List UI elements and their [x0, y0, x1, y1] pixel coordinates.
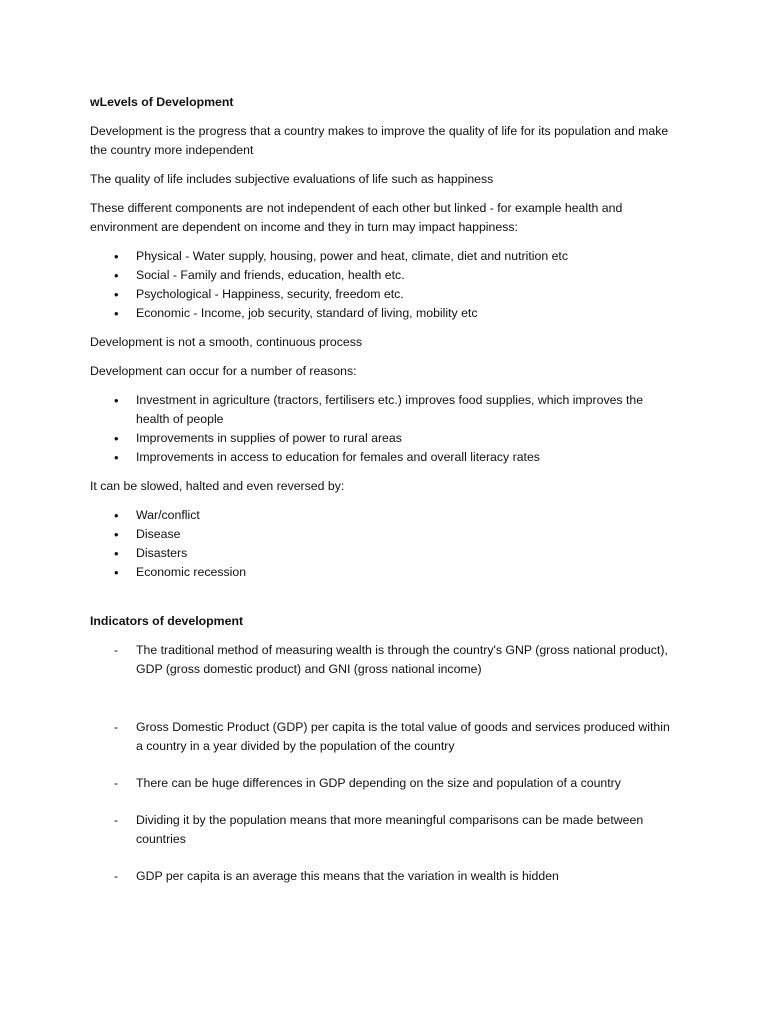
paragraph-quality-of-life: The quality of life includes subjective evaluations of life such as happiness	[90, 172, 494, 186]
list-item: • Physical - Water supply, housing, power and heat, climate, diet and nutrition etc	[90, 247, 680, 266]
reasons-list	[90, 391, 680, 467]
paragraph-obstacles-intro: It can be slowed, halted and even reversed by:	[90, 479, 345, 493]
list-item: - The traditional method of measuring wealth is through the country's GNP (gross national product), GDP (gross domestic product) and GNI (gross national income)	[90, 641, 680, 679]
document-page	[90, 93, 680, 904]
list-item: • War/conflict	[90, 506, 680, 525]
list-item: • Economic recession	[90, 563, 680, 582]
list-item: • Disease	[90, 525, 680, 544]
section-spacer	[90, 592, 680, 612]
section-title-levels: wLevels of Development	[90, 95, 234, 109]
indicators-list	[90, 641, 680, 886]
paragraph-components: These different components are not independent of each other but linked - for example health and environment are dependent on income and they in turn may impact happiness:	[90, 201, 623, 234]
paragraph-definition: Development is the progress that a country makes to improve the quality of life for its population and make the country more independent	[90, 124, 669, 157]
section-title-indicators: Indicators of development	[90, 614, 244, 628]
paragraph-not-smooth: Development is not a smooth, continuous process	[90, 335, 363, 349]
paragraph-reasons-intro: Development can occur for a number of reasons:	[90, 364, 357, 378]
list-item: - Gross Domestic Product (GDP) per capita is the total value of goods and services produced within a country in a year divided by the population of the country	[90, 718, 680, 756]
list-item: • Psychological - Happiness, security, freedom etc.	[90, 285, 680, 304]
list-item: • Economic - Income, job security, standard of living, mobility etc	[90, 304, 680, 323]
list-item: - GDP per capita is an average this means that the variation in wealth is hidden	[90, 867, 680, 886]
list-item: • Investment in agriculture (tractors, fertilisers etc.) improves food supplies, which improves the health of people	[90, 391, 680, 429]
list-item: • Disasters	[90, 544, 680, 563]
list-item: • Improvements in supplies of power to rural areas	[90, 429, 680, 448]
list-item: • Social - Family and friends, education, health etc.	[90, 266, 680, 285]
list-item: - Dividing it by the population means that more meaningful comparisons can be made between countries	[90, 811, 680, 849]
components-list	[90, 247, 680, 323]
list-item: - There can be huge differences in GDP depending on the size and population of a country	[90, 774, 680, 793]
list-item: • Improvements in access to education for females and overall literacy rates	[90, 448, 680, 467]
obstacles-list	[90, 506, 680, 582]
